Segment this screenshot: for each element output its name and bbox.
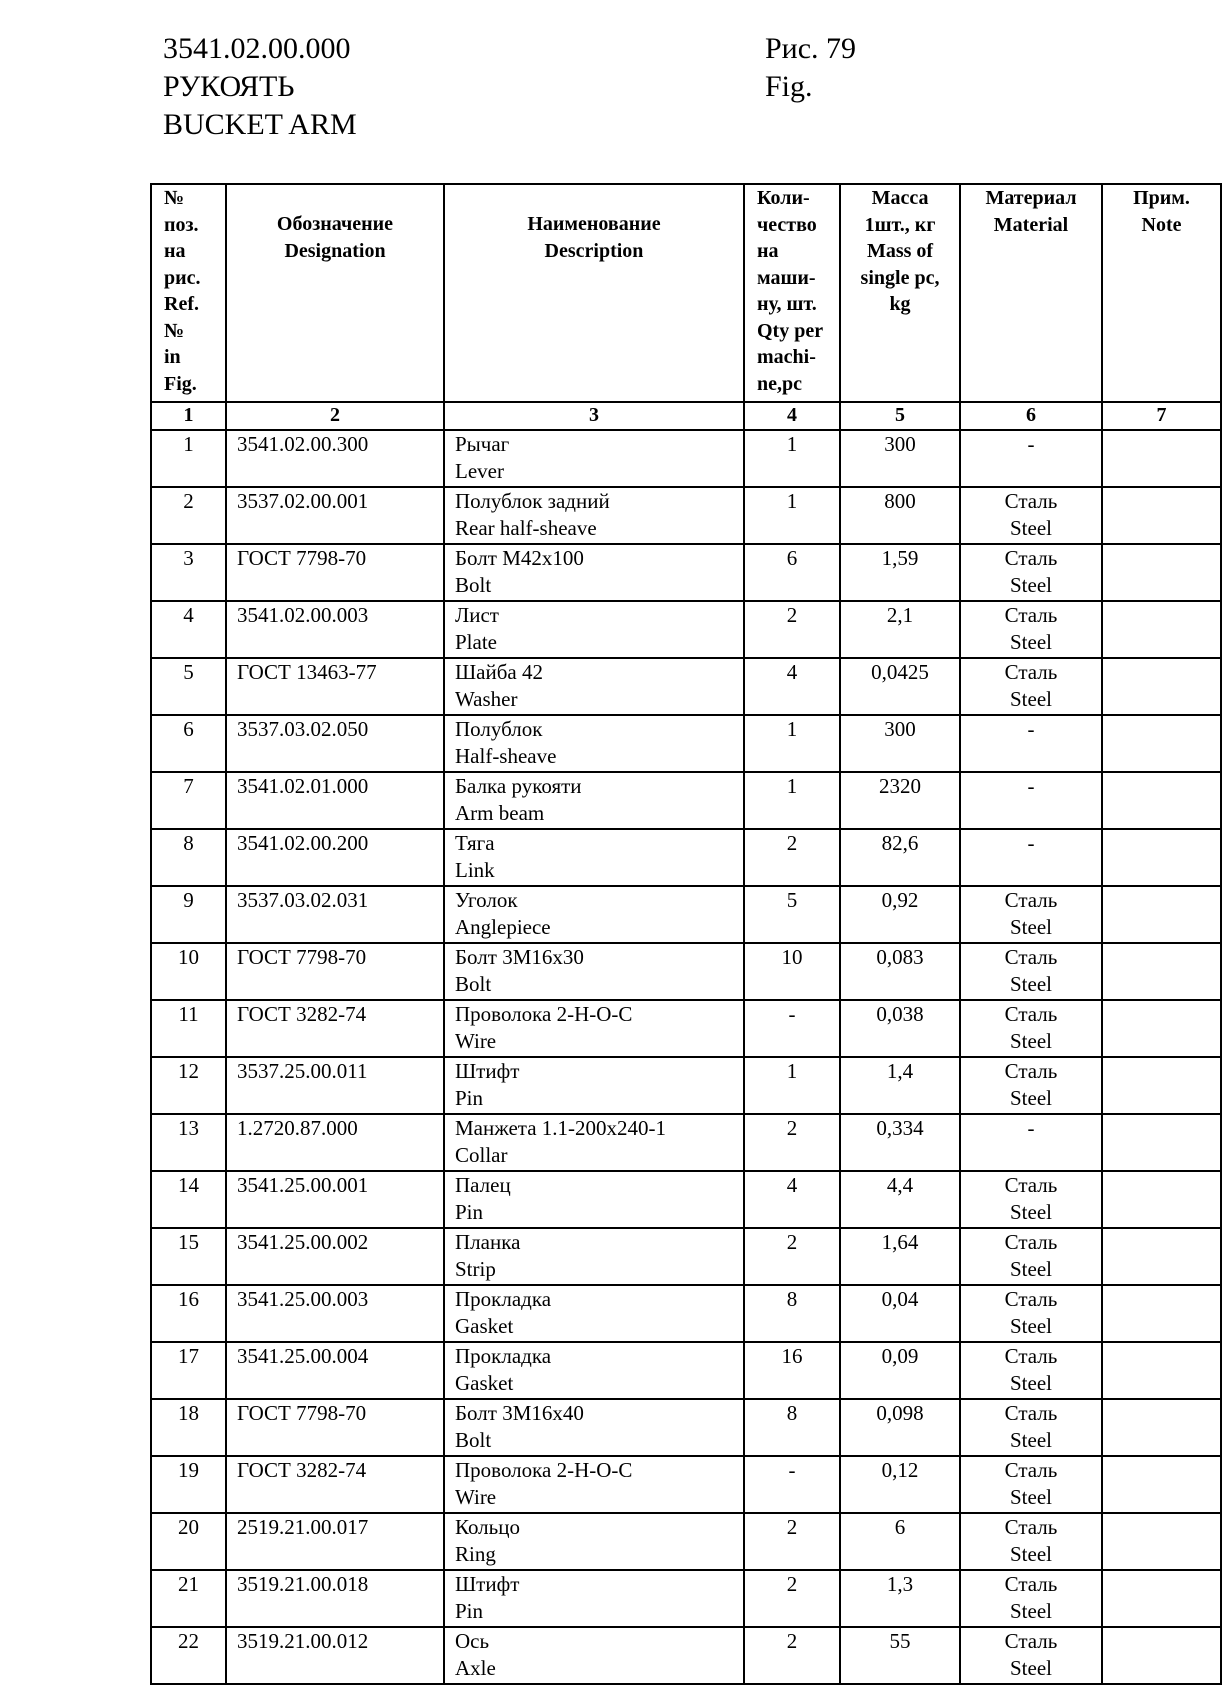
cell-ref: 18 <box>151 1399 226 1456</box>
material-ru: Сталь <box>1004 1458 1058 1482</box>
cell-note <box>1102 601 1221 658</box>
cell-ref: 11 <box>151 1000 226 1057</box>
cell-description <box>444 430 744 487</box>
description-en: Lever <box>455 458 504 483</box>
cell-ref: 9 <box>151 886 226 943</box>
material-ru: Сталь <box>1004 1230 1058 1254</box>
cell-ref: 12 <box>151 1057 226 1114</box>
material-ru: Сталь <box>1004 603 1058 627</box>
cell-material <box>960 943 1102 1000</box>
cell-note <box>1102 772 1221 829</box>
table-row <box>151 1114 1221 1171</box>
assembly-title-en: BUCKET ARM <box>163 108 357 141</box>
material-ru: Сталь <box>1004 1572 1058 1596</box>
cell-description <box>444 658 744 715</box>
cell-material <box>960 487 1102 544</box>
material-ru: Сталь <box>1004 1515 1058 1539</box>
material-ru: - <box>1027 831 1035 855</box>
column-number-row <box>151 402 1221 430</box>
assembly-code: 3541.02.00.000 <box>163 32 351 65</box>
cell-ref: 7 <box>151 772 226 829</box>
cell-description <box>444 1114 744 1171</box>
description-en: Gasket <box>455 1313 514 1338</box>
cell-material <box>960 1627 1102 1684</box>
cell-note <box>1102 1000 1221 1057</box>
material-en: Steel <box>1010 1199 1052 1224</box>
material-en: Steel <box>1010 1370 1052 1395</box>
description-ru: Рычаг <box>455 432 510 456</box>
cell-description <box>444 1057 744 1114</box>
cell-material <box>960 829 1102 886</box>
column-number: 7 <box>1102 402 1221 430</box>
cell-ref: 19 <box>151 1456 226 1513</box>
cell-material <box>960 601 1102 658</box>
cell-material <box>960 430 1102 487</box>
cell-qty: 10 <box>744 943 840 1000</box>
cell-mass: 4,4 <box>840 1171 960 1228</box>
cell-mass: 1,3 <box>840 1570 960 1627</box>
cell-note <box>1102 1513 1221 1570</box>
material-en: Steel <box>1010 1427 1052 1452</box>
cell-mass: 0,083 <box>840 943 960 1000</box>
cell-qty: 1 <box>744 430 840 487</box>
cell-mass: 300 <box>840 430 960 487</box>
cell-note <box>1102 1456 1221 1513</box>
description-ru: Проволока 2-Н-О-С <box>455 1002 633 1026</box>
description-en: Wire <box>455 1484 497 1509</box>
cell-material <box>960 1057 1102 1114</box>
description-ru: Лист <box>455 603 499 627</box>
cell-ref: 17 <box>151 1342 226 1399</box>
cell-description <box>444 1570 744 1627</box>
cell-mass: 800 <box>840 487 960 544</box>
material-en: Steel <box>1010 914 1052 939</box>
figure-label-ru: Рис. 79 <box>765 32 857 65</box>
material-en: Steel <box>1010 515 1052 540</box>
cell-material <box>960 1342 1102 1399</box>
material-ru: Сталь <box>1004 1287 1058 1311</box>
parts-table-body <box>151 430 1221 1684</box>
table-row <box>151 1342 1221 1399</box>
cell-qty: 2 <box>744 1114 840 1171</box>
description-en: Link <box>455 857 495 882</box>
description-ru: Планка <box>455 1230 521 1254</box>
description-en: Plate <box>455 629 497 654</box>
cell-description <box>444 1285 744 1342</box>
cell-ref: 21 <box>151 1570 226 1627</box>
table-row <box>151 1057 1221 1114</box>
cell-note <box>1102 1570 1221 1627</box>
cell-ref: 14 <box>151 1171 226 1228</box>
cell-note <box>1102 430 1221 487</box>
description-ru: Полублок задний <box>455 489 610 513</box>
cell-mass: 82,6 <box>840 829 960 886</box>
material-en: Steel <box>1010 1541 1052 1566</box>
description-ru: Уголок <box>455 888 518 912</box>
column-header-ref: № поз. на рис. Ref. № in Fig. <box>151 184 226 402</box>
cell-material <box>960 1399 1102 1456</box>
table-row <box>151 601 1221 658</box>
material-en: Steel <box>1010 1085 1052 1110</box>
description-en: Pin <box>455 1085 484 1110</box>
cell-description <box>444 601 744 658</box>
cell-description <box>444 1171 744 1228</box>
material-ru: Сталь <box>1004 1344 1058 1368</box>
description-ru: Болт 3М16х40 <box>455 1401 584 1425</box>
cell-designation: 3541.25.00.001 <box>226 1171 444 1228</box>
cell-mass: 1,4 <box>840 1057 960 1114</box>
cell-material <box>960 1570 1102 1627</box>
column-number: 4 <box>744 402 840 430</box>
cell-mass: 0,098 <box>840 1399 960 1456</box>
description-ru: Полублок <box>455 717 543 741</box>
cell-mass: 0,038 <box>840 1000 960 1057</box>
cell-qty: 16 <box>744 1342 840 1399</box>
description-en: Bolt <box>455 971 492 996</box>
material-en: Steel <box>1010 1598 1052 1623</box>
parts-table <box>150 183 1222 1685</box>
material-en: Steel <box>1010 1028 1052 1053</box>
description-ru: Прокладка <box>455 1287 552 1311</box>
cell-designation: 3537.03.02.050 <box>226 715 444 772</box>
cell-description <box>444 1342 744 1399</box>
description-en: Rear half-sheave <box>455 515 597 540</box>
cell-note <box>1102 1228 1221 1285</box>
cell-designation: 3541.02.00.300 <box>226 430 444 487</box>
cell-designation: 3519.21.00.018 <box>226 1570 444 1627</box>
material-en: Steel <box>1010 1655 1052 1680</box>
cell-designation: 1.2720.87.000 <box>226 1114 444 1171</box>
material-ru: - <box>1027 774 1035 798</box>
column-header-description: Наименование Description <box>444 184 744 402</box>
cell-material <box>960 886 1102 943</box>
table-row <box>151 544 1221 601</box>
table-row <box>151 1456 1221 1513</box>
description-ru: Болт 3М16х30 <box>455 945 584 969</box>
cell-qty: 2 <box>744 1627 840 1684</box>
material-ru: Сталь <box>1004 945 1058 969</box>
description-en: Bolt <box>455 1427 492 1452</box>
table-row <box>151 1285 1221 1342</box>
cell-note <box>1102 1342 1221 1399</box>
material-ru: Сталь <box>1004 1629 1058 1653</box>
description-ru: Болт М42х100 <box>455 546 584 570</box>
cell-designation: 3537.03.02.031 <box>226 886 444 943</box>
table-row <box>151 658 1221 715</box>
description-ru: Прокладка <box>455 1344 552 1368</box>
table-row <box>151 829 1221 886</box>
table-row <box>151 943 1221 1000</box>
cell-qty: - <box>744 1000 840 1057</box>
cell-qty: 2 <box>744 1513 840 1570</box>
cell-material <box>960 1171 1102 1228</box>
cell-material <box>960 715 1102 772</box>
cell-mass: 0,92 <box>840 886 960 943</box>
cell-ref: 4 <box>151 601 226 658</box>
cell-ref: 22 <box>151 1627 226 1684</box>
material-en: Steel <box>1010 1313 1052 1338</box>
description-ru: Палец <box>455 1173 511 1197</box>
cell-note <box>1102 829 1221 886</box>
material-ru: - <box>1027 432 1035 456</box>
description-en: Ring <box>455 1541 496 1566</box>
cell-ref: 16 <box>151 1285 226 1342</box>
cell-designation: ГОСТ 7798-70 <box>226 943 444 1000</box>
cell-qty: 5 <box>744 886 840 943</box>
material-en: Steel <box>1010 572 1052 597</box>
description-ru: Проволока 2-Н-О-С <box>455 1458 633 1482</box>
cell-material <box>960 1228 1102 1285</box>
cell-qty: 4 <box>744 658 840 715</box>
cell-mass: 1,64 <box>840 1228 960 1285</box>
cell-note <box>1102 544 1221 601</box>
cell-description <box>444 1228 744 1285</box>
material-en: Steel <box>1010 686 1052 711</box>
cell-ref: 20 <box>151 1513 226 1570</box>
description-ru: Штифт <box>455 1572 520 1596</box>
cell-designation: 3541.02.00.003 <box>226 601 444 658</box>
cell-note <box>1102 1627 1221 1684</box>
cell-ref: 2 <box>151 487 226 544</box>
cell-designation: 3541.02.00.200 <box>226 829 444 886</box>
cell-designation: 3537.02.00.001 <box>226 487 444 544</box>
material-ru: - <box>1027 717 1035 741</box>
cell-note <box>1102 1114 1221 1171</box>
cell-mass: 6 <box>840 1513 960 1570</box>
material-en: Steel <box>1010 1256 1052 1281</box>
cell-material <box>960 658 1102 715</box>
cell-designation: 3537.25.00.011 <box>226 1057 444 1114</box>
description-en: Wire <box>455 1028 497 1053</box>
cell-description <box>444 544 744 601</box>
description-en: Collar <box>455 1142 508 1167</box>
table-row <box>151 487 1221 544</box>
cell-material <box>960 1456 1102 1513</box>
cell-description <box>444 715 744 772</box>
material-ru: Сталь <box>1004 489 1058 513</box>
column-number: 1 <box>151 402 226 430</box>
cell-note <box>1102 1171 1221 1228</box>
description-en: Anglepiece <box>455 914 551 939</box>
description-en: Washer <box>455 686 518 711</box>
table-row <box>151 1513 1221 1570</box>
column-number: 5 <box>840 402 960 430</box>
cell-mass: 0,04 <box>840 1285 960 1342</box>
column-number: 2 <box>226 402 444 430</box>
cell-qty: 8 <box>744 1285 840 1342</box>
document-title-block <box>163 30 357 144</box>
cell-note <box>1102 943 1221 1000</box>
material-ru: - <box>1027 1116 1035 1140</box>
cell-qty: 1 <box>744 772 840 829</box>
cell-designation: ГОСТ 7798-70 <box>226 544 444 601</box>
cell-material <box>960 1285 1102 1342</box>
cell-material <box>960 544 1102 601</box>
material-ru: Сталь <box>1004 1002 1058 1026</box>
cell-mass: 2,1 <box>840 601 960 658</box>
cell-ref: 13 <box>151 1114 226 1171</box>
column-header-mass: Масса 1шт., кг Mass of single pc, kg <box>840 184 960 402</box>
description-en: Half-sheave <box>455 743 557 768</box>
cell-material <box>960 772 1102 829</box>
cell-description <box>444 772 744 829</box>
cell-qty: 2 <box>744 829 840 886</box>
cell-mass: 2320 <box>840 772 960 829</box>
table-row <box>151 886 1221 943</box>
figure-label-en: Fig. <box>765 70 813 103</box>
cell-designation: ГОСТ 3282-74 <box>226 1000 444 1057</box>
description-en: Pin <box>455 1199 484 1224</box>
cell-material <box>960 1513 1102 1570</box>
cell-qty: 1 <box>744 1057 840 1114</box>
cell-mass: 0,334 <box>840 1114 960 1171</box>
column-header-material: Материал Material <box>960 184 1102 402</box>
cell-material <box>960 1114 1102 1171</box>
cell-note <box>1102 658 1221 715</box>
cell-ref: 5 <box>151 658 226 715</box>
column-number: 6 <box>960 402 1102 430</box>
material-ru: Сталь <box>1004 888 1058 912</box>
cell-designation: 3541.25.00.002 <box>226 1228 444 1285</box>
cell-description <box>444 829 744 886</box>
cell-material <box>960 1000 1102 1057</box>
assembly-title-ru: РУКОЯТЬ <box>163 70 295 103</box>
cell-ref: 1 <box>151 430 226 487</box>
cell-qty: 2 <box>744 1228 840 1285</box>
description-ru: Штифт <box>455 1059 520 1083</box>
cell-qty: 8 <box>744 1399 840 1456</box>
cell-designation: 3519.21.00.012 <box>226 1627 444 1684</box>
cell-description <box>444 487 744 544</box>
table-row <box>151 1171 1221 1228</box>
material-ru: Сталь <box>1004 660 1058 684</box>
cell-description <box>444 1399 744 1456</box>
cell-qty: 6 <box>744 544 840 601</box>
cell-qty: - <box>744 1456 840 1513</box>
material-ru: Сталь <box>1004 546 1058 570</box>
table-row <box>151 772 1221 829</box>
material-ru: Сталь <box>1004 1401 1058 1425</box>
cell-mass: 1,59 <box>840 544 960 601</box>
description-ru: Манжета 1.1-200х240-1 <box>455 1116 667 1140</box>
cell-description <box>444 943 744 1000</box>
cell-ref: 8 <box>151 829 226 886</box>
description-en: Bolt <box>455 572 492 597</box>
column-number: 3 <box>444 402 744 430</box>
description-en: Strip <box>455 1256 496 1281</box>
cell-designation: ГОСТ 7798-70 <box>226 1399 444 1456</box>
cell-note <box>1102 715 1221 772</box>
cell-note <box>1102 487 1221 544</box>
cell-qty: 1 <box>744 715 840 772</box>
table-row <box>151 430 1221 487</box>
cell-ref: 6 <box>151 715 226 772</box>
figure-reference-block <box>765 30 856 106</box>
cell-designation: 3541.25.00.004 <box>226 1342 444 1399</box>
material-en: Steel <box>1010 971 1052 996</box>
cell-note <box>1102 1399 1221 1456</box>
material-ru: Сталь <box>1004 1173 1058 1197</box>
cell-mass: 55 <box>840 1627 960 1684</box>
description-en: Pin <box>455 1598 484 1623</box>
cell-designation: 3541.02.01.000 <box>226 772 444 829</box>
cell-note <box>1102 1285 1221 1342</box>
description-ru: Ось <box>455 1629 490 1653</box>
material-en: Steel <box>1010 1484 1052 1509</box>
cell-designation: 3541.25.00.003 <box>226 1285 444 1342</box>
table-row <box>151 1228 1221 1285</box>
table-header-row <box>151 184 1221 402</box>
cell-qty: 1 <box>744 487 840 544</box>
cell-designation: ГОСТ 3282-74 <box>226 1456 444 1513</box>
table-row <box>151 1000 1221 1057</box>
cell-designation: ГОСТ 13463-77 <box>226 658 444 715</box>
column-header-designation: Обозначение Designation <box>226 184 444 402</box>
cell-description <box>444 886 744 943</box>
description-en: Arm beam <box>455 800 545 825</box>
column-header-note: Прим. Note <box>1102 184 1221 402</box>
cell-note <box>1102 1057 1221 1114</box>
material-ru: Сталь <box>1004 1059 1058 1083</box>
cell-description <box>444 1000 744 1057</box>
cell-mass: 0,0425 <box>840 658 960 715</box>
cell-description <box>444 1456 744 1513</box>
cell-description <box>444 1627 744 1684</box>
description-ru: Шайба 42 <box>455 660 543 684</box>
cell-mass: 300 <box>840 715 960 772</box>
table-row <box>151 1399 1221 1456</box>
cell-ref: 10 <box>151 943 226 1000</box>
description-ru: Кольцо <box>455 1515 520 1539</box>
cell-mass: 0,09 <box>840 1342 960 1399</box>
table-row <box>151 1570 1221 1627</box>
column-header-qty: Коли- чество на маши- ну, шт. Qty per machi- ne,pc <box>744 184 840 402</box>
cell-ref: 15 <box>151 1228 226 1285</box>
table-row <box>151 1627 1221 1684</box>
cell-note <box>1102 886 1221 943</box>
cell-qty: 4 <box>744 1171 840 1228</box>
cell-designation: 2519.21.00.017 <box>226 1513 444 1570</box>
description-ru: Тяга <box>455 831 495 855</box>
cell-description <box>444 1513 744 1570</box>
cell-qty: 2 <box>744 1570 840 1627</box>
cell-mass: 0,12 <box>840 1456 960 1513</box>
description-en: Gasket <box>455 1370 514 1395</box>
description-ru: Балка рукояти <box>455 774 582 798</box>
cell-ref: 3 <box>151 544 226 601</box>
description-en: Axle <box>455 1655 496 1680</box>
cell-qty: 2 <box>744 601 840 658</box>
table-row <box>151 715 1221 772</box>
material-en: Steel <box>1010 629 1052 654</box>
